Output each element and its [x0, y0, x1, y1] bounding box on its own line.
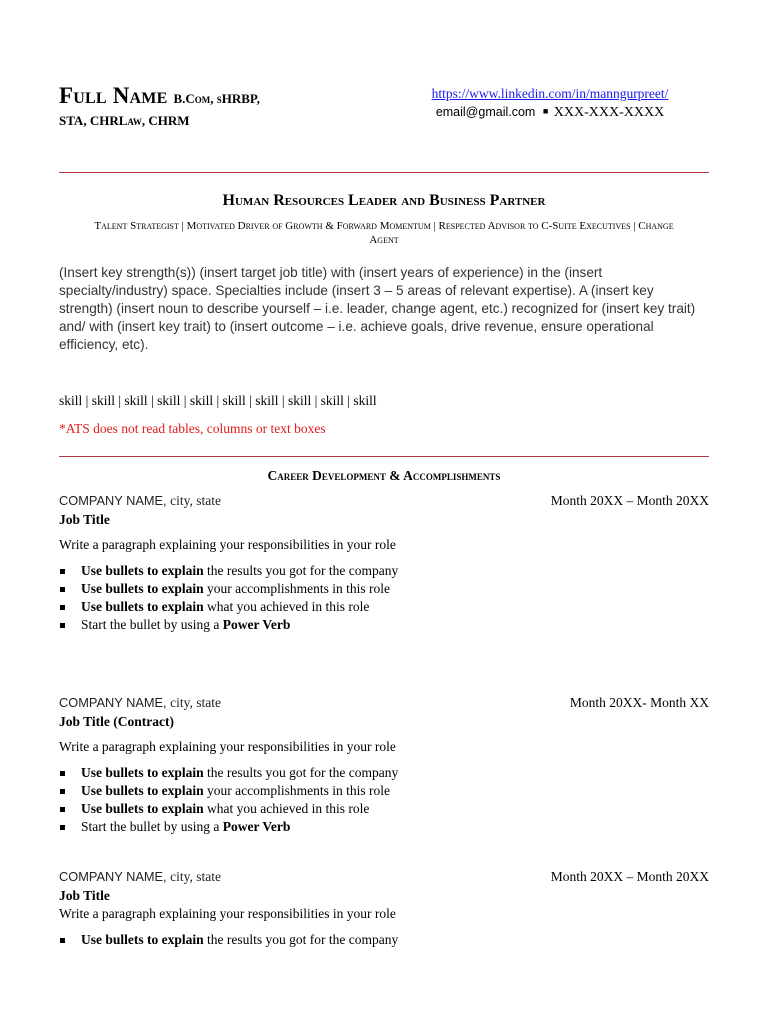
company-line: [59, 695, 221, 711]
full-name: Full Name: [59, 83, 168, 108]
company-location: city, state: [170, 695, 222, 710]
list-item: Use bullets to explain your accomplishments in this role: [59, 580, 709, 598]
name-line: [59, 84, 359, 107]
company-location: city, state: [170, 493, 222, 508]
bullet-square-icon: [60, 789, 65, 794]
company-name: COMPANY NAME,: [59, 869, 167, 884]
company-location: city, state: [170, 869, 222, 884]
bullet-square-icon: [60, 569, 65, 574]
job-title: Job Title: [59, 888, 110, 903]
job-dates: Month 20XX – Month 20XX: [550, 869, 709, 884]
job-entry: [59, 493, 709, 634]
job-description: Write a paragraph explaining your responsibilities in your role: [59, 537, 396, 552]
job-entry: [59, 695, 709, 836]
company-name: COMPANY NAME,: [59, 695, 167, 710]
company-line: [59, 493, 221, 509]
company-name: COMPANY NAME,: [59, 493, 167, 508]
list-item: Use bullets to explain your accomplishments in this role: [59, 782, 709, 800]
divider-section: [59, 456, 709, 457]
bullet-square-icon: [60, 771, 65, 776]
list-item: Start the bullet by using a Power Verb: [59, 616, 709, 634]
job-title: Job Title (Contract): [59, 714, 174, 729]
name-block: [59, 84, 359, 129]
credentials-line1: B.Com, sHRBP,: [173, 91, 260, 106]
job-description: Write a paragraph explaining your responsibilities in your role: [59, 906, 396, 921]
job-bullets: [59, 764, 709, 836]
summary-paragraph: (Insert key strength(s)) (insert target job title) with (insert years of experience) in the (insert specialty/industry) space. Specialties include (insert 3 – 5 areas of relevant expertise). A (insert key strength) (insert noun to describe yourself – i.e. leader, change agent, etc.) recognized for (insert key trait) and/ with (insert key trait) to (insert outcome – i.e. achieve goals, drive revenue, ensure operational efficiency, etc).: [59, 265, 696, 352]
job-description: Write a paragraph explaining your responsibilities in your role: [59, 739, 396, 754]
job-bullets: [59, 562, 709, 634]
headline: Human Resources Leader and Business Partner: [222, 192, 546, 209]
job-bullets: [59, 931, 709, 949]
bullet-square-icon: [60, 587, 65, 592]
bullet-square-icon: [60, 807, 65, 812]
tagline: Talent Strategist | Motivated Driver of Growth & Forward Momentum | Respected Advisor to C-Suite Executives | Change Agent: [94, 220, 674, 246]
job-entry: [59, 869, 709, 949]
list-item: Use bullets to explain the results you got for the company: [59, 931, 709, 949]
email-text: email@gmail.com: [435, 105, 536, 119]
job-dates: Month 20XX – Month 20XX: [550, 493, 709, 508]
separator-bullet-icon: ■: [542, 106, 549, 116]
skills-line: skill | skill | skill | skill | skill | skill | skill | skill | skill | skill: [59, 393, 377, 408]
linkedin-link[interactable]: https://www.linkedin.com/in/manngurpreet/: [431, 86, 669, 101]
ats-note: *ATS does not read tables, columns or text boxes: [59, 421, 326, 436]
list-item: Start the bullet by using a Power Verb: [59, 818, 709, 836]
company-line: [59, 869, 221, 885]
list-item: Use bullets to explain what you achieved in this role: [59, 800, 709, 818]
contact-block: [400, 86, 700, 121]
section-title: Career Development & Accomplishments: [267, 468, 501, 483]
job-title: Job Title: [59, 512, 110, 527]
bullet-square-icon: [60, 605, 65, 610]
bullet-square-icon: [60, 938, 65, 943]
list-item: Use bullets to explain the results you got for the company: [59, 764, 709, 782]
credentials-line2: STA, CHRLaw, CHRM: [59, 113, 190, 128]
contact-line: [400, 105, 700, 121]
bullet-square-icon: [60, 825, 65, 830]
job-dates: Month 20XX- Month XX: [569, 695, 709, 710]
list-item: Use bullets to explain what you achieved in this role: [59, 598, 709, 616]
phone-text: XXX-XXX-XXXX: [553, 105, 665, 120]
list-item: Use bullets to explain the results you got for the company: [59, 562, 709, 580]
bullet-square-icon: [60, 623, 65, 628]
divider-top: [59, 172, 709, 173]
